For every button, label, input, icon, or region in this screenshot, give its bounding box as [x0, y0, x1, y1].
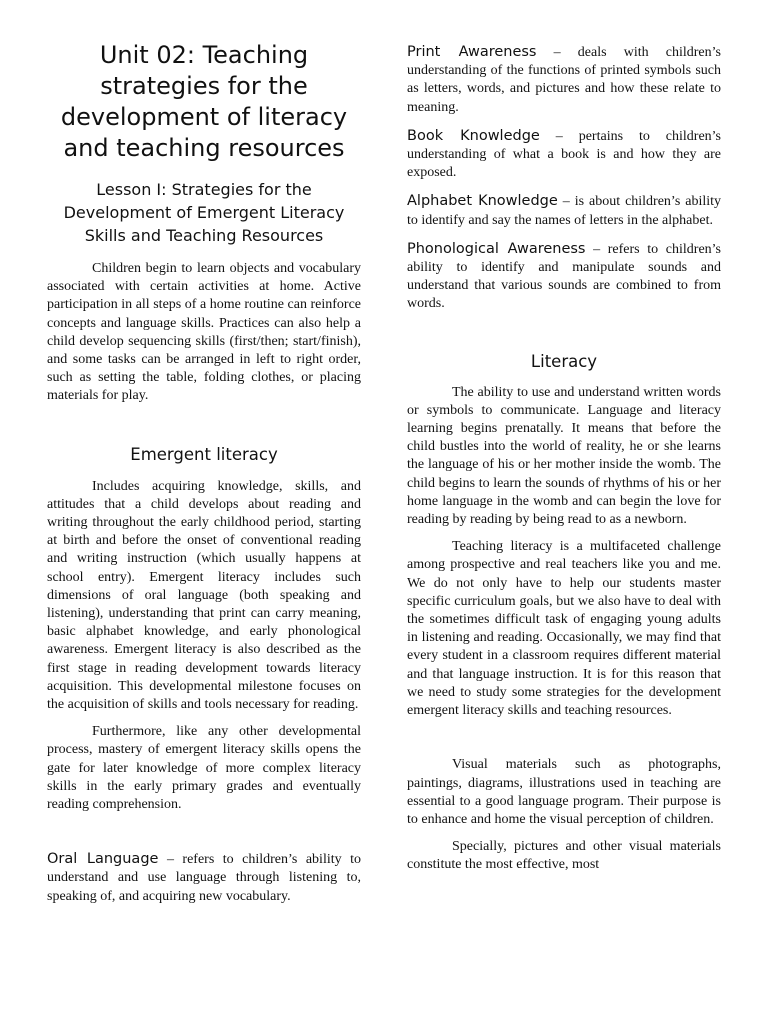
print-awareness-text: – deals with children’s understanding of the functions of printed symbols such as letters, words, and pictures and how these relate to meaning.	[407, 45, 721, 115]
emergent-literacy-heading: Emergent literacy	[130, 444, 278, 464]
alphabet-knowledge-definition	[407, 192, 721, 229]
book-knowledge-term: Book Knowledge	[407, 127, 540, 144]
lesson-title: Lesson I: Strategies for the Development of Emergent Literacy Skills and Teaching Resources	[63, 180, 345, 245]
oral-language-term: Oral Language	[47, 851, 159, 868]
literacy-paragraph-1: The ability to use and understand written words or symbols to communicate. Language and literacy learning begins prenatally. It means that before the child bustles into the world of reality, he or she learns the language of his or her mother inside the womb. The child begins to learn the sounds of rhythms of his or her home language in the womb and can begin the love for reading by reading by being read to as a newborn.	[407, 384, 721, 528]
print-awareness-definition	[407, 43, 721, 117]
phonological-awareness-text: – refers to children’s ability to identify and manipulate sounds and understand that various sounds are combined to from words.	[407, 241, 721, 312]
print-awareness-term: Print Awareness	[407, 44, 537, 60]
oral-language-definition	[47, 850, 361, 906]
alphabet-knowledge-term: Alphabet Knowledge	[407, 193, 558, 210]
book-knowledge-text: – pertains to children’s understanding of what a book is and how they are exposed.	[407, 128, 721, 181]
visual-materials-paragraph-2: Specially, pictures and other visual materials constitute the most effective, most	[407, 839, 721, 873]
phonological-awareness-term: Phonological Awareness	[407, 240, 586, 257]
emergent-paragraph-2: Furthermore, like any other developmental process, mastery of emergent literacy skills opens the gate for later knowledge of more complex literacy skills in the early primary grades and eventually reading comprehension.	[47, 724, 361, 813]
alphabet-knowledge-text: – is about children’s ability to identify and say the names of letters in the alphabet.	[407, 194, 721, 228]
literacy-heading: Literacy	[530, 351, 598, 371]
oral-language-text: – refers to children’s ability to understand and use language through listening to, speaking of, and acquiring new vocabulary.	[47, 852, 361, 904]
unit-title: Unit 02: Teaching strategies for the development of literacy and teaching resources	[60, 41, 348, 162]
emergent-paragraph-1: Includes acquiring knowledge, skills, and attitudes that a child develops about reading and writing throughout the early childhood period, starting at birth and before the onset of conventional reading and writing instruction (which usually happens at school entry). Emergent literacy includes such dimensions of oral language (both speaking and listening), understanding that print can carry meaning, basic alphabet knowledge, and early phonological awareness. Emergent literacy is also described as the first stage in reading development towards literacy acquisition. This developmental milestone focuses on the acquisition of skills and tools necessary for reading.	[47, 478, 361, 713]
left-column	[47, 0, 361, 906]
right-column	[407, 0, 721, 875]
phonological-awareness-definition	[407, 240, 721, 314]
intro-paragraph: Children begin to learn objects and vocabulary associated with certain activities at home. Active participation in all steps of a home routine can reinforce concepts and language skills. Practices can also help a child develop sequencing skills (first/then; start/finish), and some tasks can be arranged in left to right order, such as setting the table, folding clothes, or placing materials for play.	[47, 261, 361, 404]
literacy-paragraph-2: Teaching literacy is a multifaceted challenge among prospective and real teachers like you and me. We do not only have to help our students master specific curriculum goals, but we also have to deal with the sometimes difficult task of engaging young adults in listening and reading. Occasionally, we may find that every student in a classroom requires different material and that language instruction. It is for this reason that we need to study some strategies for the development emergent literacy skills and teaching resources.	[407, 539, 721, 719]
visual-materials-paragraph-1: Visual materials such as photographs, paintings, diagrams, illustrations used in teaching are essential to a good language program. Their purpose is to enhance and home the visual perception of children.	[407, 757, 721, 827]
book-knowledge-definition	[407, 127, 721, 183]
